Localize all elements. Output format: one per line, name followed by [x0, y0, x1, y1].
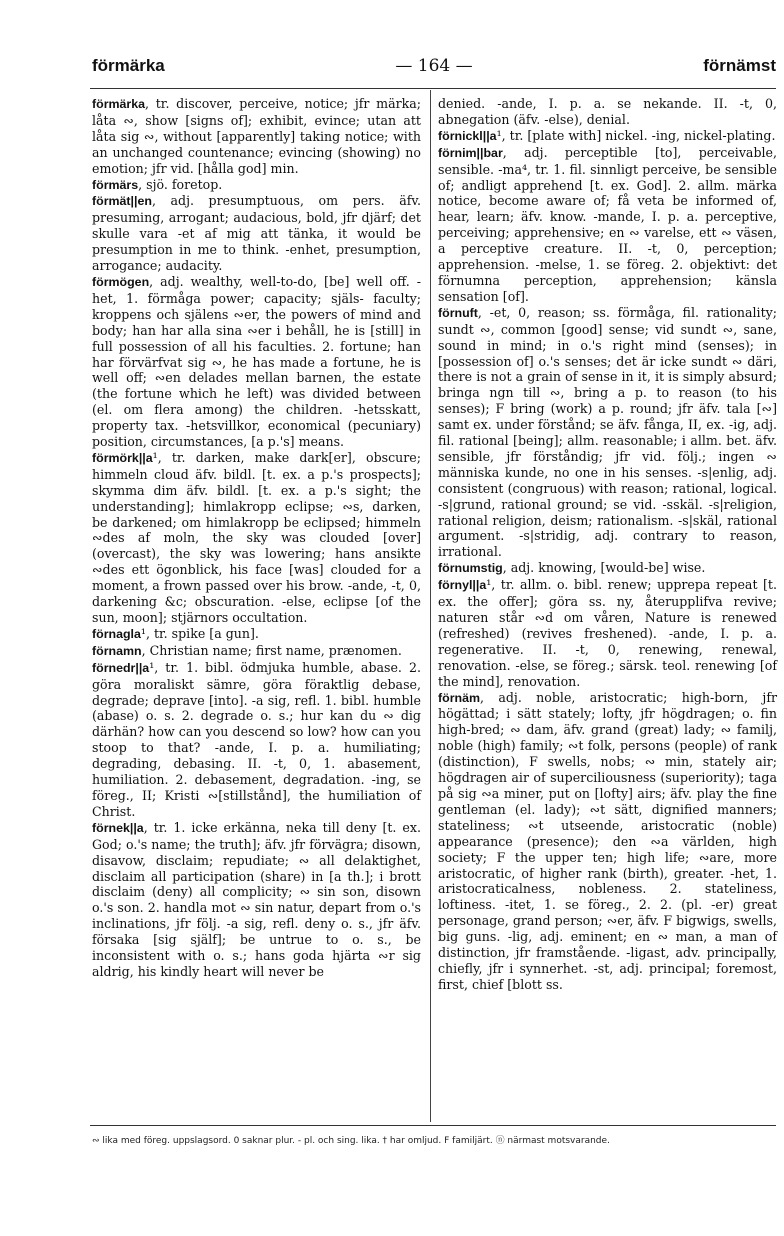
dictionary-entry	[92, 660, 421, 820]
entry-definition: denied. -ande, I. p. a. se nekande. II. -t, 0, abnegation (äfv. -else), denial.	[438, 96, 777, 127]
entry-definition: , tr. discover, perceive, notice; jfr märka; låta ∾, show [signs of]; exhibit, evince; utan att låta sig ∾, without [apparently] taking notice; with an unchanged countenance; evincing (showing) no emotion; jfr vid. [hålla god] min.	[92, 96, 421, 176]
footer-rule	[90, 1125, 776, 1126]
entry-headword: förnedr||a	[92, 660, 150, 675]
entry-definition: , adj. wealthy, well-to-do, [be] well off. -het, 1. förmåga power; capacity; själs- faculty; kroppens och själens ∾er, the powers of mind and body; han har alla sina ∾er i behåll, he is [still] in full possession of all his faculties. 2. fortune; han har förvärfvat sig ∾, he has made a fortune, he is well off; ∾en delades mellan barnen, the estate (the fortune which he left) was divided between (el. om flera among) the children. -hetsskatt, property tax. -hetsvillkor, economical (pecuniary) position, circumstances, [a p.'s] means.	[92, 273, 421, 450]
entry-definition: , adj. knowing, [would-be] wise.	[502, 560, 706, 576]
dictionary-entry	[92, 820, 421, 980]
entry-headword: förnagla	[92, 626, 141, 641]
entry-headword: förmärka	[92, 97, 146, 111]
entry-definition: ¹, tr. 1. bibl. ödmjuka humble, abase. 2. göra moraliskt sämre, göra föraktlig debase, degrade; deprave [into]. -a sig, refl. 1. bibl. humble (abase) o. s. 2. degrade o. s.; hur kan du ∾ dig därhän? how can you descend so low? how can you stoop to that? -ande, I. p. a. humiliating; degrading, debasing. II. -t, 0, 1. abasement, humiliation. 2. debasement, degradation. -ing, se föreg., II; Kristi ∾[stillstånd], the humiliation of Christ.	[92, 659, 421, 819]
entry-definition: , adj. perceptible [to], perceivable, sensible. -ma⁴, tr. 1. fil. sinnligt perceive, be sensible of; andligt apprehend [t. ex. God]. 2. allm. märka notice, become aware of; få veta be informed of, hear, learn; äfv. know. -mande, I. p. a. perceptive, perceiving; apprehensive; en ∾ varelse, ett ∾ väsen, a perceptive creature. II. -t, 0, perception; apprehension. -melse, 1. se föreg. 2. objektivt: det förnumna perception, apprehension; känsla sensation [of].	[438, 144, 777, 304]
dictionary-entry	[438, 560, 777, 577]
entry-definition: , tr. 1. icke erkänna, neka till deny [t. ex. God; o.'s name; the truth]; äfv. jfr förvägra; disown, disavow, disclaim; repudiate; ∾ all delaktighet, disclaim all participation (share) in [a th.]; i brott disclaim (deny) all complicity; ∾ sin son, disown o.'s son. 2. handla mot ∾ sin natur, depart from o.'s inclinations, jfr följ. -a sig, refl. deny o. s., jfr äfv. försaka [sig själf]; be untrue to o. s., be inconsistent with o. s.; hans goda hjärta ∾r sig aldrig, his kindly heart will never be	[92, 819, 421, 979]
dictionary-entry	[92, 643, 421, 660]
entry-headword: förnek||a	[92, 820, 144, 835]
entry-headword: förnäm	[438, 690, 480, 705]
entry-headword: förnuft	[438, 305, 478, 320]
dictionary-entry	[92, 450, 421, 626]
dictionary-entry	[92, 274, 421, 450]
dictionary-entry	[438, 128, 777, 145]
dictionary-entry	[92, 193, 421, 274]
dictionary-entry	[438, 690, 777, 993]
entry-headword: förnumstig	[438, 561, 503, 576]
dictionary-entry	[438, 577, 777, 689]
entry-definition: ¹, tr. darken, make dark[er], obscure; himmeln cloud äfv. bildl. [t. ex. a p.'s prospects]; skymma dim äfv. bildl. [t. ex. a p.'s sight; the understanding]; himlakropp eclipse; ∾s, darken, be darkened; om himlakropp be eclipsed; himmeln ∾des af moln, the sky was clouded [over] (overcast), the sky was lowering; hans ansikte ∾des ett ögonblick, his face [was] clouded for a moment, a frown passed over his brow. -ande, -t, 0, darkening &c; obscuration. -else, eclipse [of the sun, moon]; stjärnors occultation.	[92, 449, 421, 625]
entry-headword: förnim||bar	[438, 145, 503, 160]
entry-headword: förmärs	[92, 177, 139, 192]
entry-headword: förmörk||a	[92, 450, 153, 465]
entry-definition: , adj. presumptuous, om pers. äfv. presuming, arrogant; audacious, bold, jfr djärf; det skulle vara -et af mig att tänka, it would be presumption in me to think. -enhet, presumption, arrogance; audacity.	[92, 193, 421, 274]
dictionary-entry	[438, 145, 777, 305]
entry-definition: ¹, tr. [plate with] nickel. -ing, nickel-plating.	[496, 127, 776, 143]
entry-definition: ¹, tr. spike [a gun].	[140, 625, 259, 641]
header-rule	[90, 88, 776, 89]
dictionary-entry	[438, 305, 777, 561]
entry-headword: förmögen	[92, 274, 150, 289]
dictionary-entry	[438, 96, 777, 128]
entry-definition: ¹, tr. allm. o. bibl. renew; upprepa repeat [t. ex. the offer]; göra ss. ny, återupplifva revive; naturen står ∾d om våren, Nature is renewed (refreshed) (revives freshened). -ande, I. p. a. regenerative. II. -t, 0, renewing, renewal, renovation. -else, se föreg.; särsk. teol. renewing [of the mind], renovation.	[438, 577, 777, 689]
right-column	[438, 96, 777, 993]
page-header	[92, 56, 776, 80]
abbreviation-legend: ∾ lika med föreg. uppslagsord. 0 saknar plur. - pl. och sing. lika. † har omljud. F familjärt. ⓝ närmast motsvarande.	[92, 1136, 610, 1146]
entry-definition: , Christian name; first name, prænomen.	[141, 642, 402, 658]
column-separator	[430, 90, 431, 1122]
page-number: — 164 —	[395, 56, 473, 76]
dictionary-entry	[92, 626, 421, 643]
dictionary-entry	[92, 96, 421, 177]
dictionary-entry	[92, 177, 421, 194]
left-column	[92, 96, 421, 980]
header-right-guideword: förnämst	[703, 56, 776, 75]
entry-headword: förnamn	[92, 643, 142, 658]
entry-headword: förnyl||a	[438, 578, 487, 593]
entry-definition: , adj. noble, aristocratic; high-born, jfr högättad; i sätt stately; lofty, jfr högdragen; o. fin high-bred; ∾ dam, äfv. grand (great) lady; ∾ familj, noble (high) family; ∾t folk, persons (people) of rank (distinction), F swells, nobs; ∾ min, stately air; högdragen air of superciliousness (superiority); taga på sig ∾a miner, put on [lofty] airs; äfv. play the fine gentleman (el. lady); ∾t sätt, dignified manners; stateliness; ∾t utseende, aristocratic (noble) appearance (presence); den ∾a världen, high society; F the upper ten; high life; ∾are, more aristocratic, of higher rank (birth), greater. -het, 1. aristocraticalness, nobleness. 2. stateliness, loftiness. -itet, 1. se föreg., 2. 2. (pl. -er) great personage, grand person; ∾er, äfv. F bigwigs, swells, big guns. -lig, adj. eminent; en ∾ man, a man of distinction, jfr framstående. -ligast, adv. principally, chiefly, jfr i synnerhet. -st, adj. principal; foremost, first, chief [blott ss.	[438, 689, 777, 992]
entry-headword: förnickl||a	[438, 128, 497, 143]
entry-definition: , sjö. foretop.	[138, 176, 223, 192]
entry-headword: förmät||en	[92, 194, 152, 209]
entry-definition: , -et, 0, reason; ss. förmåga, fil. rationality; sundt ∾, common [good] sense; vid sundt ∾, sane, sound in mind; in o.'s right mind (senses); in [possession of] o.'s senses; det är icke sundt ∾ däri, there is not a grain of sense in it, it is simply absurd; bringa ngn till ∾, bring a p. to reason (to his senses); F bring (work) a p. round; jfr äfv. tala [∾] samt ex. under förstånd; se äfv. fånga, II, ex. -ig, adj. fil. rational [being]; allm. reasonable; i allm. bet. äfv. sensible, jfr förståndig; jfr vid. följ.; ingen ∾ människa kunde, no one in his senses. -s|enlig, adj. consistent (congruous) with reason; rational, logical. -s|grund, rational ground; se vid. -sskäl. -s|religion, rational religion, deism; rationalism. -s|skäl, rational argument. -s|stridig, adj. contrary to reason, irrational.	[438, 304, 777, 560]
header-left-guideword: förmärka	[92, 56, 165, 75]
